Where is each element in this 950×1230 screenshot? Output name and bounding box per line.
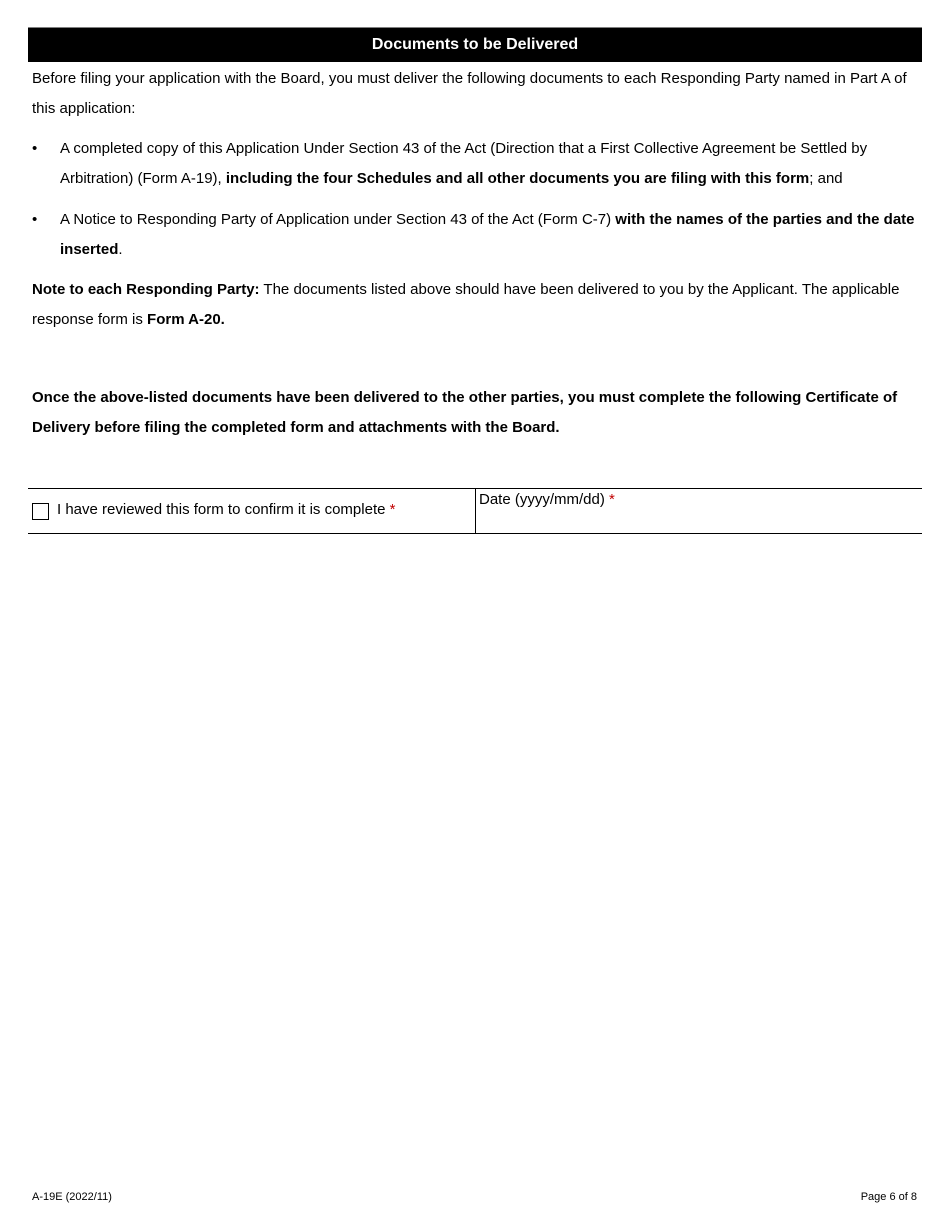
form-code: A-19E (2022/11) bbox=[32, 1191, 112, 1203]
bullet-end: ; and bbox=[809, 169, 843, 187]
bullet-marker: • bbox=[32, 140, 38, 157]
bullet-emphasis: including the four Schedules and all other documents you are filing with this form bbox=[225, 169, 810, 187]
note-text: The documents listed above should have been delivered to you by the Applicant. The applicable response form is bbox=[32, 281, 900, 328]
bullet-text: A Notice to Responding Party of Application under Section 43 of the Act (Form C-7) bbox=[60, 211, 616, 228]
bullet-item-form-a19 bbox=[60, 134, 922, 193]
required-asterisk: * bbox=[389, 501, 396, 518]
bullet-item-form-c7 bbox=[60, 205, 922, 264]
date-cell bbox=[476, 489, 922, 533]
date-label-text: Date (yyyy/mm/dd) bbox=[479, 491, 605, 508]
note-label: Note to each Responding Party: bbox=[32, 281, 260, 298]
page-indicator: Page 6 of 8 bbox=[860, 1191, 917, 1203]
checkbox-label-text: I have reviewed this form to confirm it is complete bbox=[57, 501, 386, 518]
required-asterisk: * bbox=[609, 491, 615, 508]
note-form-ref: Form A-20. bbox=[147, 310, 225, 328]
certificate-of-delivery-table bbox=[28, 488, 922, 534]
bullet-text: A completed copy of this Application Under Section 43 of the Act (Direction that a First Collective Agreement be Settled by Arbitration) (Form A-19), bbox=[60, 140, 868, 187]
note-paragraph bbox=[32, 275, 922, 334]
date-input[interactable] bbox=[479, 510, 915, 530]
certificate-instruction: Once the above-listed documents have been delivered to the other parties, you must complete the following Certificate of Delivery before filing the completed form and attachments with the Board. bbox=[32, 389, 898, 436]
review-confirmation-checkbox[interactable] bbox=[32, 503, 49, 520]
intro-paragraph: Before filing your application with the Board, you must deliver the following documents to each Responding Party named in Part A of this application: bbox=[32, 70, 907, 117]
date-label bbox=[479, 491, 615, 509]
review-confirmation-cell bbox=[28, 489, 476, 533]
section-header-title: Documents to be Delivered bbox=[28, 27, 922, 62]
bullet-end: . bbox=[118, 240, 123, 258]
bullet-emphasis: with the names of the parties and the date inserted bbox=[60, 211, 915, 258]
review-confirmation-label bbox=[57, 501, 395, 519]
bullet-marker: • bbox=[32, 211, 38, 228]
